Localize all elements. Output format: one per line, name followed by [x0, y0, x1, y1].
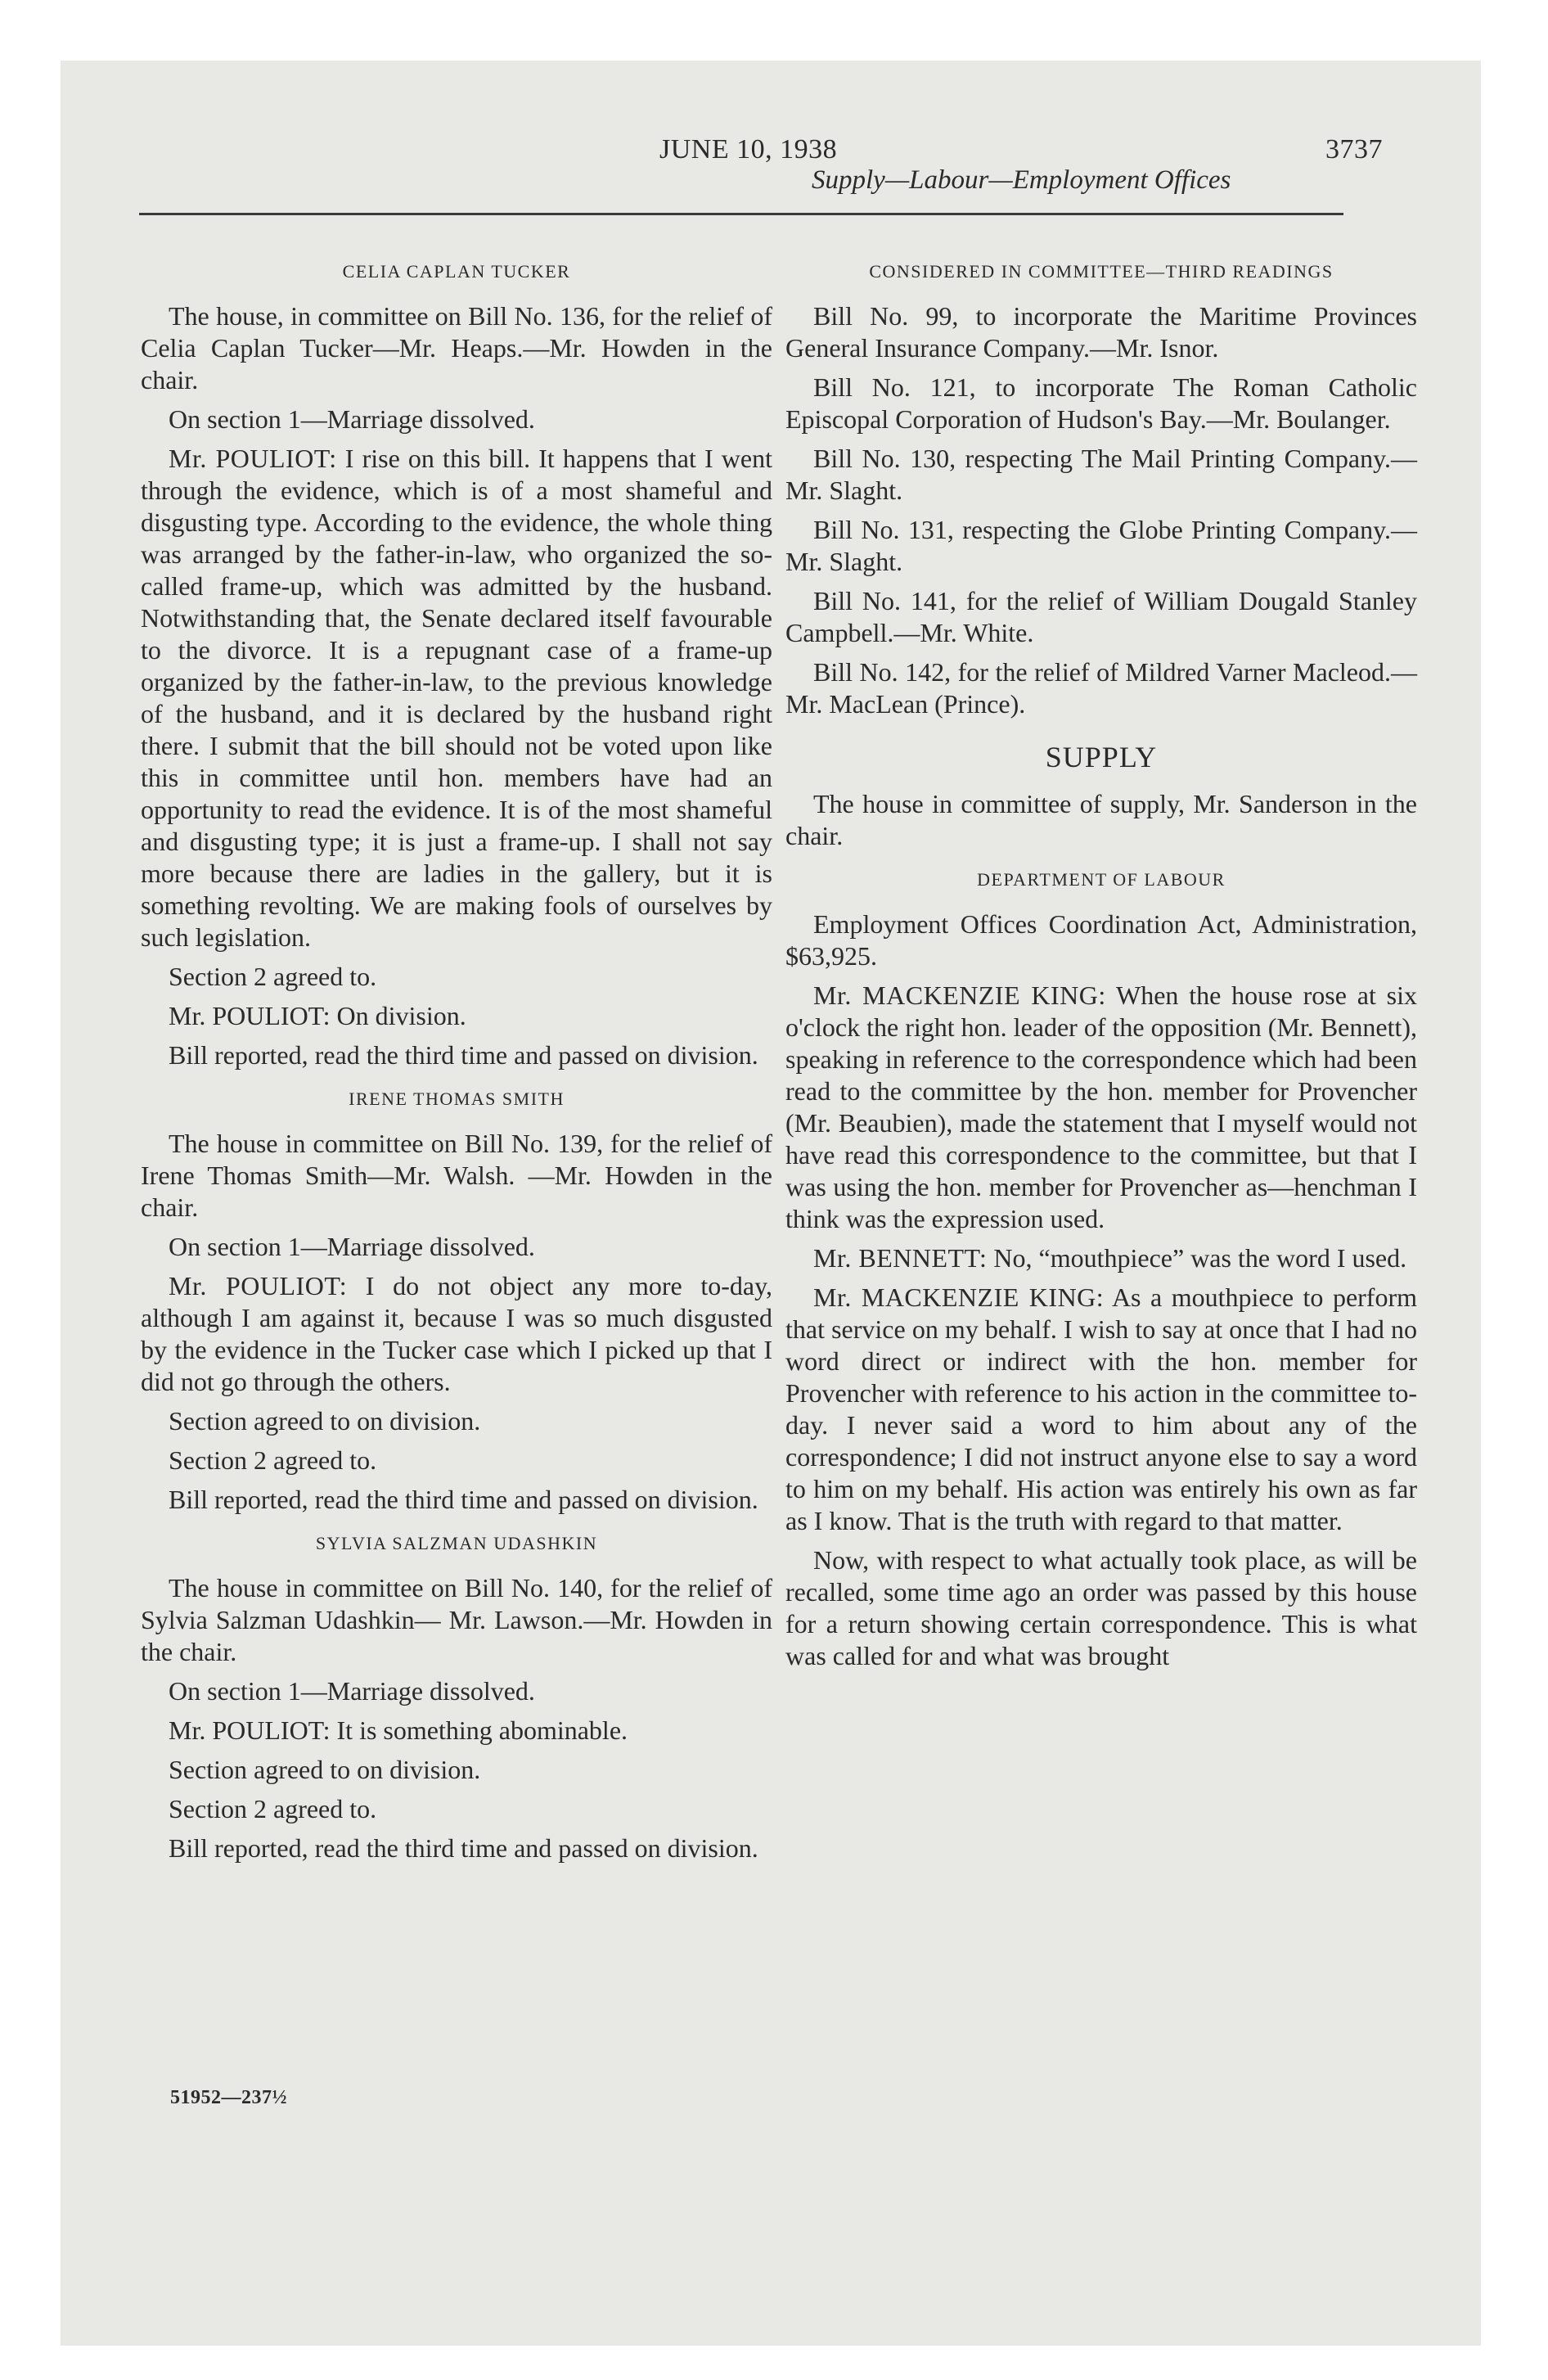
- paragraph: The house, in committee on Bill No. 136, for the relief of Celia Caplan Tucker—Mr. Heaps.—Mr. Howden in the chair.: [141, 301, 772, 394]
- paragraph: The house in committee on Bill No. 140, for the relief of Sylvia Salzman Udashkin— Mr. Lawson.—Mr. Howden in the chair.: [141, 1573, 772, 1666]
- supply-item: Employment Offices Coordination Act, Administration, $63,925.: [785, 909, 1417, 971]
- paragraph: Mr. POULIOT: It is something abominable.: [169, 1715, 628, 1745]
- speech-text: When the house rose at six o'clock the right hon. leader of the opposition (Mr. Bennett), speaking in reference to the correspondence which had been read to the committee by the hon. member for Provencher (Mr. Beaubien), made the statement that I myself would not have read this correspondence to the committee, but that I was using the hon. member for Provencher as—henchman I think was the expression used.: [785, 980, 1418, 1233]
- speech-king: [785, 980, 1417, 1235]
- paragraph: Bill reported, read the third time and passed on division.: [169, 1040, 758, 1070]
- paragraph: Now, with respect to what actually took place, as will be recalled, some time ago an order was passed by this house for a return showing certain correspondence. This is what was called for and what was brought: [785, 1545, 1417, 1670]
- speech-king: [785, 1282, 1417, 1537]
- speaker-name: Mr. MACKENZIE KING:: [813, 1282, 1105, 1312]
- speech-bennett: [785, 1242, 1417, 1274]
- left-column: [141, 244, 772, 1872]
- paragraph: Section 2 agreed to.: [169, 962, 377, 991]
- paragraph: Section 2 agreed to.: [169, 1794, 377, 1823]
- bill-item: Bill No. 142, for the relief of Mildred Varner Macleod.—Mr. MacLean (Prince).: [785, 657, 1417, 719]
- speaker-name: Mr. MACKENZIE KING:: [813, 980, 1106, 1010]
- speaker-name: Mr. POULIOT:: [169, 1271, 348, 1300]
- speaker-name: Mr. POULIOT:: [169, 444, 337, 473]
- header-rule: [139, 213, 1343, 215]
- header-date: JUNE 10, 1938: [659, 134, 838, 165]
- paragraph: Section agreed to on division.: [169, 1406, 481, 1436]
- speech-pouliot: [141, 443, 772, 953]
- bill-item: Bill No. 99, to incorporate the Maritime Provinces General Insurance Company.—Mr. Isnor.: [785, 301, 1417, 363]
- paragraph: The house in committee on Bill No. 139, for the relief of Irene Thomas Smith—Mr. Walsh. —Mr. Howden in the chair.: [141, 1129, 772, 1222]
- speech-pouliot: [141, 1270, 772, 1398]
- page-number: 3737: [1325, 134, 1383, 165]
- speech-text: I rise on this bill. It happens that I went through the evidence, which is of a most shameful and disgusting type. According to the evidence, the whole thing was arranged by the father-in-law, who organized the so-called frame-up, which was admitted by the husband. Notwithstanding that, the Senate declared itself favourable to the divorce. It is a repugnant case of a frame-up organized by the father-in-law, to the previous knowledge of the husband, and it is declared by the husband right there. I submit that the bill should not be voted upon like this in committee until hon. members have had an opportunity to read the evidence. It is of the most shameful and disgusting type; it is just a frame-up. I shall not say more because there are ladies in the gallery, but it is something revolting. We are making fools of ourselves by such legislation.: [141, 444, 773, 952]
- paragraph: Section agreed to on division.: [169, 1755, 481, 1784]
- paragraph: Bill reported, read the third time and passed on division.: [169, 1485, 758, 1514]
- paragraph: Bill reported, read the third time and passed on division.: [169, 1833, 758, 1863]
- paragraph: The house in committee of supply, Mr. Sanderson in the chair.: [785, 789, 1417, 850]
- speaker-name: Mr. BENNETT:: [813, 1243, 988, 1273]
- speech-text: As a mouthpiece to perform that service on my behalf. I wish to say at once that I had no word direct or indirect with the hon. member for Provencher with reference to his action in the committee to-day. I never said a word to him about any of the correspondence; I did not instruct anyone else to say a word to him on my behalf. His action was entirely his own as far as I know. That is the truth with regard to that matter.: [785, 1282, 1418, 1535]
- bill-item: Bill No. 131, respecting the Globe Printing Company.—Mr. Slaght.: [785, 515, 1417, 576]
- header-subtitle: Supply—Labour—Employment Offices: [812, 165, 1231, 195]
- heading-supply: SUPPLY: [1045, 741, 1158, 773]
- page: [61, 61, 1481, 2346]
- heading-third-readings: CONSIDERED IN COMMITTEE—THIRD READINGS: [869, 261, 1334, 282]
- printer-reference: 51952—237½: [170, 2087, 287, 2108]
- bill-item: Bill No. 141, for the relief of William Dougald Stanley Campbell.—Mr. White.: [785, 586, 1417, 647]
- heading-udashkin: SYLVIA SALZMAN UDASHKIN: [315, 1533, 598, 1553]
- paragraph: On section 1—Marriage dissolved.: [169, 1676, 535, 1706]
- heading-smith: IRENE THOMAS SMITH: [349, 1089, 565, 1109]
- heading-department-of-labour: DEPARTMENT OF LABOUR: [977, 869, 1226, 890]
- paragraph: Mr. POULIOT: On division.: [169, 1001, 466, 1030]
- paragraph: Section 2 agreed to.: [169, 1445, 377, 1475]
- bill-item: Bill No. 130, respecting The Mail Printing Company.—Mr. Slaght.: [785, 444, 1417, 505]
- paragraph: On section 1—Marriage dissolved.: [169, 404, 535, 434]
- speech-text: I do not object any more to-day, although I am against it, because I was so much disgusted by the evidence in the Tucker case which I picked up that I did not go through the others.: [141, 1271, 772, 1396]
- speech-text: No, “mouthpiece” was the word I used.: [987, 1243, 1407, 1273]
- heading-tucker: CELIA CAPLAN TUCKER: [342, 261, 571, 282]
- right-column: [785, 244, 1417, 1679]
- bill-item: Bill No. 121, to incorporate The Roman Catholic Episcopal Corporation of Hudson's Bay.—Mr. Boulanger.: [785, 372, 1417, 434]
- page-header: [61, 61, 1481, 216]
- paragraph: On section 1—Marriage dissolved.: [169, 1232, 535, 1261]
